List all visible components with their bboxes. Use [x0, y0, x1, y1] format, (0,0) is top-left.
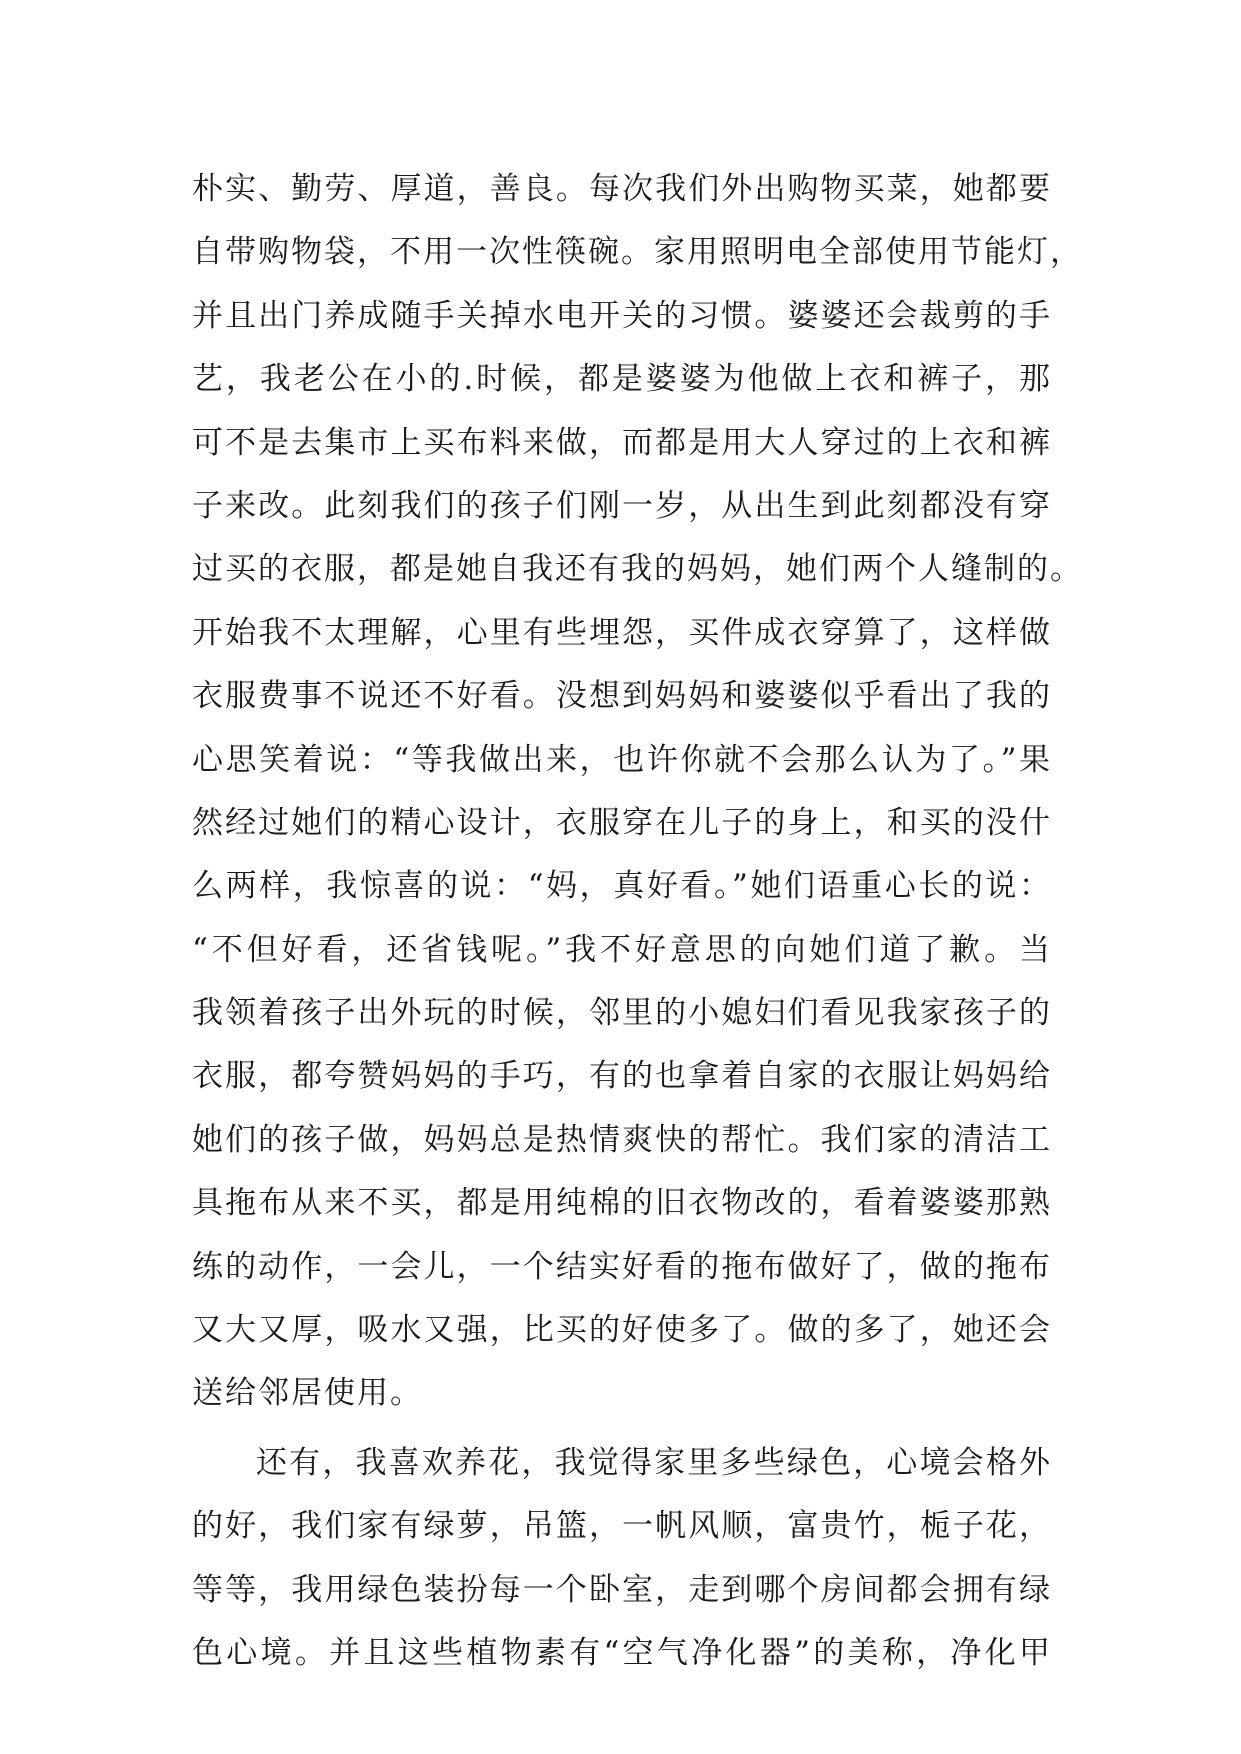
text-line: 衣服费事不说还不好看。没想到妈妈和婆婆似乎看出了我的 [192, 678, 1052, 715]
text-line: 还有，我喜欢养花，我觉得家里多些绿色，心境会格外 [256, 1444, 1052, 1481]
text-line: 衣服，都夸赞妈妈的手巧，有的也拿着自家的衣服让妈妈给 [192, 1058, 1052, 1095]
text-line: 具拖布从来不买，都是用纯棉的旧衣物改的，看着婆婆那熟 [192, 1185, 1052, 1222]
text-line: 么两样，我惊喜的说：“妈，真好看。”她们语重心长的说： [192, 868, 1052, 905]
paragraph-1 [192, 158, 1083, 1426]
text-line: 自带购物袋，不用一次性筷碗。家用照明电全部使用节能灯， [192, 234, 1083, 271]
text-line: 开始我不太理解，心里有些埋怨，买件成衣穿算了，这样做 [192, 614, 1052, 651]
text-line: 送给邻居使用。 [192, 1375, 423, 1412]
text-line: “不但好看，还省钱呢。”我不好意思的向她们道了歉。当 [192, 931, 1052, 968]
text-line: 等等，我用绿色装扮每一个卧室，走到哪个房间都会拥有绿 [192, 1571, 1052, 1608]
text-line: 她们的孩子做，妈妈总是热情爽快的帮忙。我们家的清洁工 [192, 1121, 1052, 1158]
text-line: 又大又厚，吸水又强，比买的好使多了。做的多了，她还会 [192, 1312, 1052, 1349]
text-line: 然经过她们的精心设计，衣服穿在儿子的身上，和买的没什 [192, 804, 1052, 841]
text-line: 的好，我们家有绿萝，吊篮，一帆风顺，富贵竹，栀子花， [192, 1508, 1052, 1545]
text-line: 朴实、勤劳、厚道，善良。每次我们外出购物买菜，她都要 [192, 171, 1052, 207]
text-line: 我领着孩子出外玩的时候，邻里的小媳妇们看见我家孩子的 [192, 995, 1052, 1032]
text-line: 可不是去集市上买布料来做，而都是用大人穿过的上衣和裤 [192, 424, 1052, 461]
text-line: 色心境。并且这些植物素有“空气净化器”的美称，净化甲 [192, 1634, 1052, 1671]
text-line: 子来改。此刻我们的孩子们刚一岁，从出生到此刻都没有穿 [192, 487, 1052, 524]
body-text [192, 158, 1083, 1685]
text-line: 过买的衣服，都是她自我还有我的妈妈，她们两个人缝制的。 [192, 551, 1083, 588]
text-line: 并且出门养成随手关掉水电开关的习惯。婆婆还会裁剪的手 [192, 297, 1052, 334]
text-line: 练的动作，一会儿，一个结实好看的拖布做好了，做的拖布 [192, 1248, 1052, 1285]
text-line: 艺，我老公在小的.时候，都是婆婆为他做上衣和裤子，那 [192, 361, 1052, 398]
text-line: 心思笑着说：“等我做出来，也许你就不会那么认为了。”果 [192, 741, 1052, 778]
paragraph-2 [192, 1432, 1052, 1686]
